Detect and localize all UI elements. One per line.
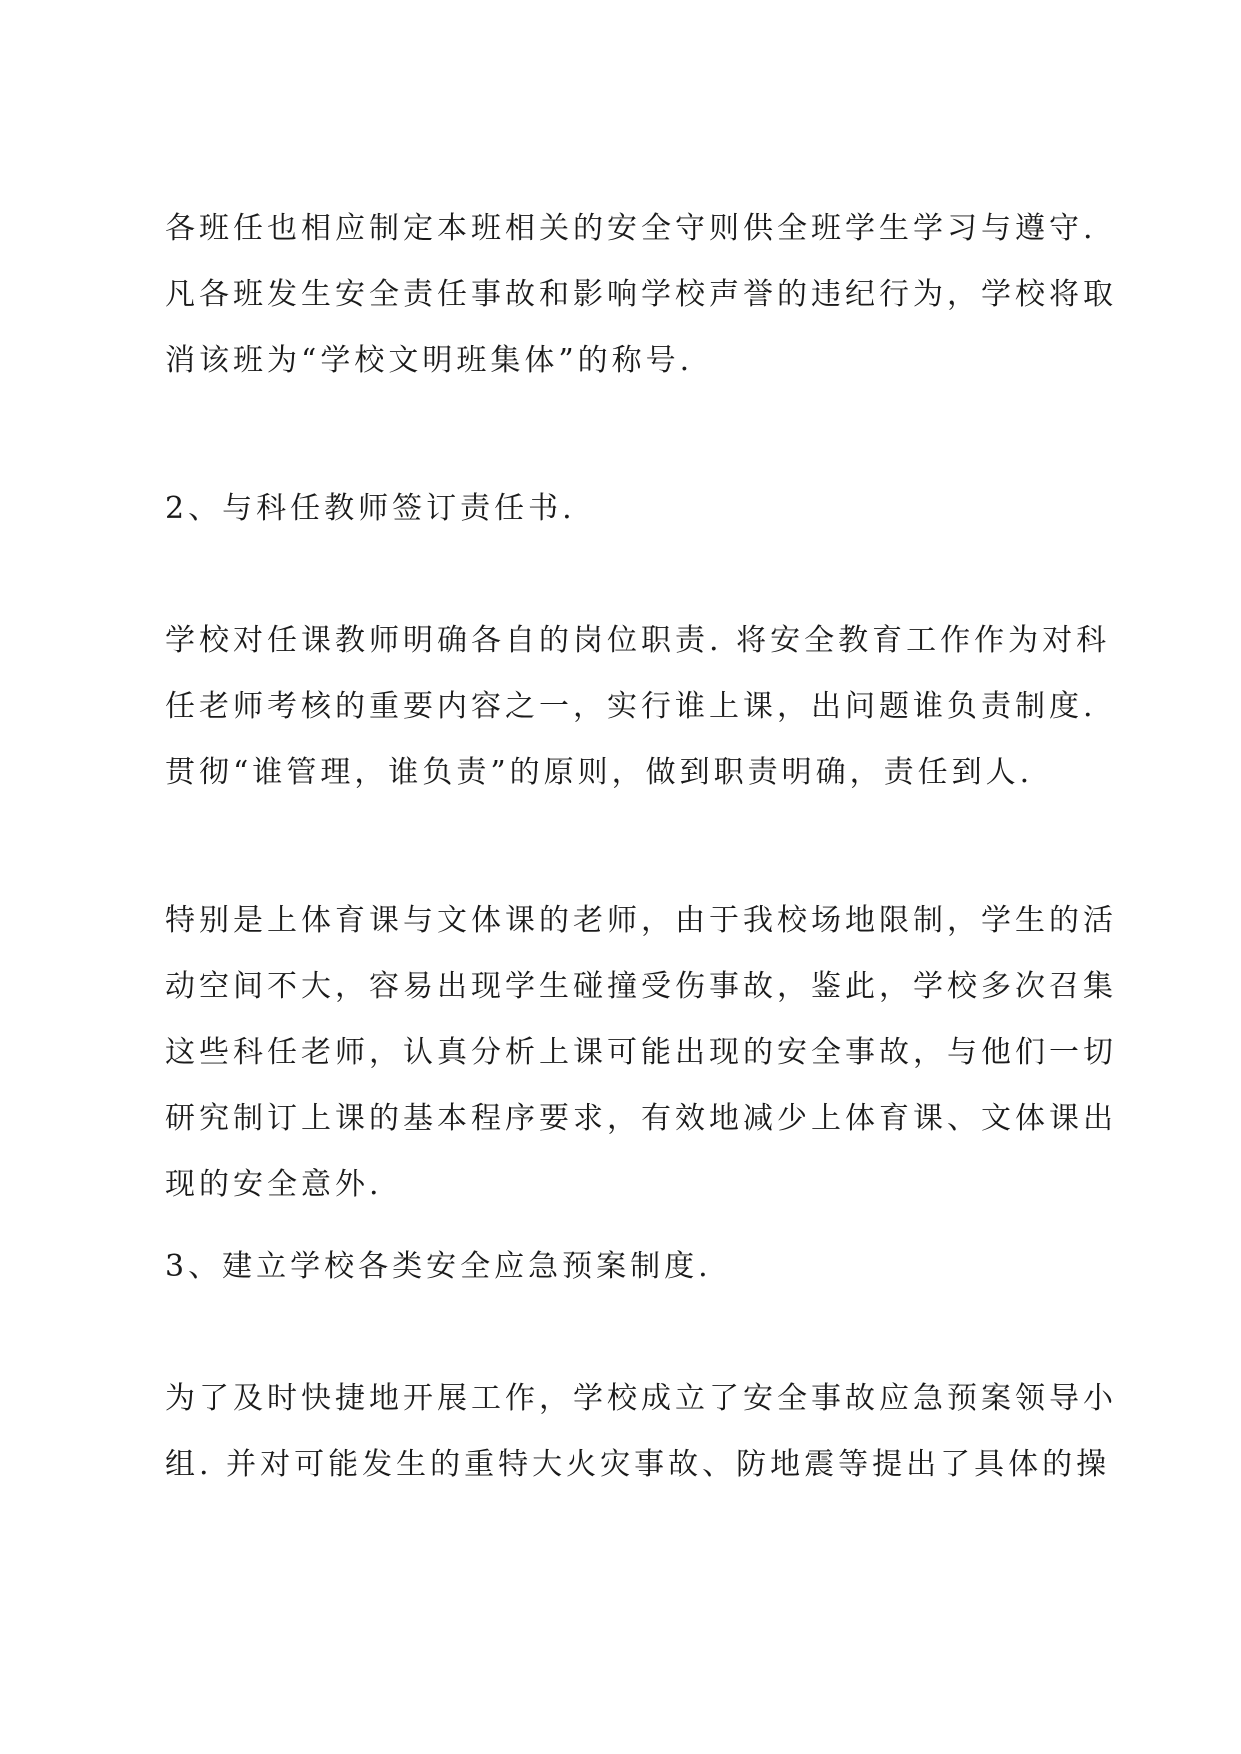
paragraph-teacher-duties — [165, 608, 1111, 806]
text-line: 贯彻“谁管理，谁负责”的原则，做到职责明确，责任到人. — [165, 755, 1034, 790]
text-line: 学校对任课教师明确各自的岗位职责. 将安全教育工作作为对科 — [165, 623, 1111, 658]
text-line: 任老师考核的重要内容之一，实行谁上课，出问题谁负责制度. — [165, 689, 1097, 724]
section-heading: 3、建立学校各类安全应急预案制度. — [165, 1249, 712, 1284]
section-heading: 2、与科任教师签订责任书. — [165, 491, 576, 526]
text-line: 现的安全意外. — [165, 1167, 383, 1202]
paragraph-class-rules — [165, 196, 1117, 394]
text-line: 消该班为“学校文明班集体”的称号. — [165, 343, 694, 378]
text-line: 各班任也相应制定本班相关的安全守则供全班学生学习与遵守. — [165, 211, 1097, 246]
paragraph-emergency-plan — [165, 1366, 1117, 1498]
heading-section-3 — [165, 1234, 1095, 1300]
text-line: 这些科任老师，认真分析上课可能出现的安全事故，与他们一切 — [165, 1035, 1117, 1070]
text-line: 为了及时快捷地开展工作，学校成立了安全事故应急预案领导小 — [165, 1381, 1117, 1416]
text-line: 凡各班发生安全责任事故和影响学校声誉的违纪行为，学校将取 — [165, 277, 1117, 312]
heading-section-2 — [165, 476, 1095, 542]
text-line: 组. 并对可能发生的重特大火灾事故、防地震等提出了具体的操 — [165, 1447, 1111, 1482]
text-line: 动空间不大，容易出现学生碰撞受伤事故，鉴此，学校多次召集 — [165, 969, 1117, 1004]
paragraph-pe-teachers — [165, 888, 1117, 1218]
text-line: 研究制订上课的基本程序要求，有效地减少上体育课、文体课出 — [165, 1101, 1117, 1136]
text-line: 特别是上体育课与文体课的老师，由于我校场地限制，学生的活 — [165, 903, 1117, 938]
